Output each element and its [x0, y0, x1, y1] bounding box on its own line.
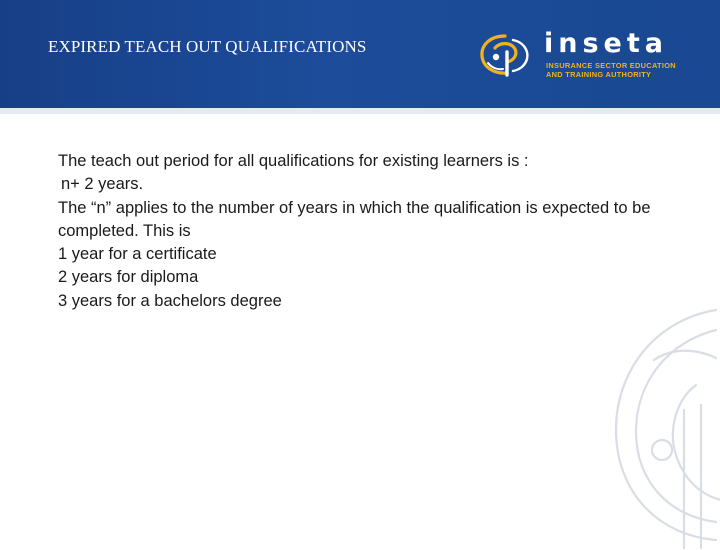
- logo-tagline-line1: INSURANCE SECTOR EDUCATION: [546, 61, 676, 70]
- body-line: n+ 2 years.: [61, 175, 144, 194]
- logo-tagline-line2: AND TRAINING AUTHORITY: [546, 70, 652, 79]
- body-line: The teach out period for all qualifications for existing learners is :: [58, 152, 529, 170]
- body-line: 3 years for a bachelors degree: [58, 291, 282, 310]
- inseta-swirl-icon: [476, 30, 534, 80]
- header-divider: [0, 108, 720, 114]
- slide-title: EXPIRED TEACH OUT QUALIFICATIONS: [48, 37, 367, 56]
- body-line: The “n” applies to the number of years in which the qualification is expected to be completed. This is: [58, 198, 651, 240]
- body-line: 1 year for a certificate: [58, 245, 217, 264]
- logo-tagline: [546, 61, 676, 79]
- watermark-swirl-icon: [576, 290, 720, 550]
- slide-body: [58, 150, 668, 313]
- body-line: 2 years for diploma: [58, 268, 199, 287]
- logo-wordmark: inseta: [544, 28, 668, 59]
